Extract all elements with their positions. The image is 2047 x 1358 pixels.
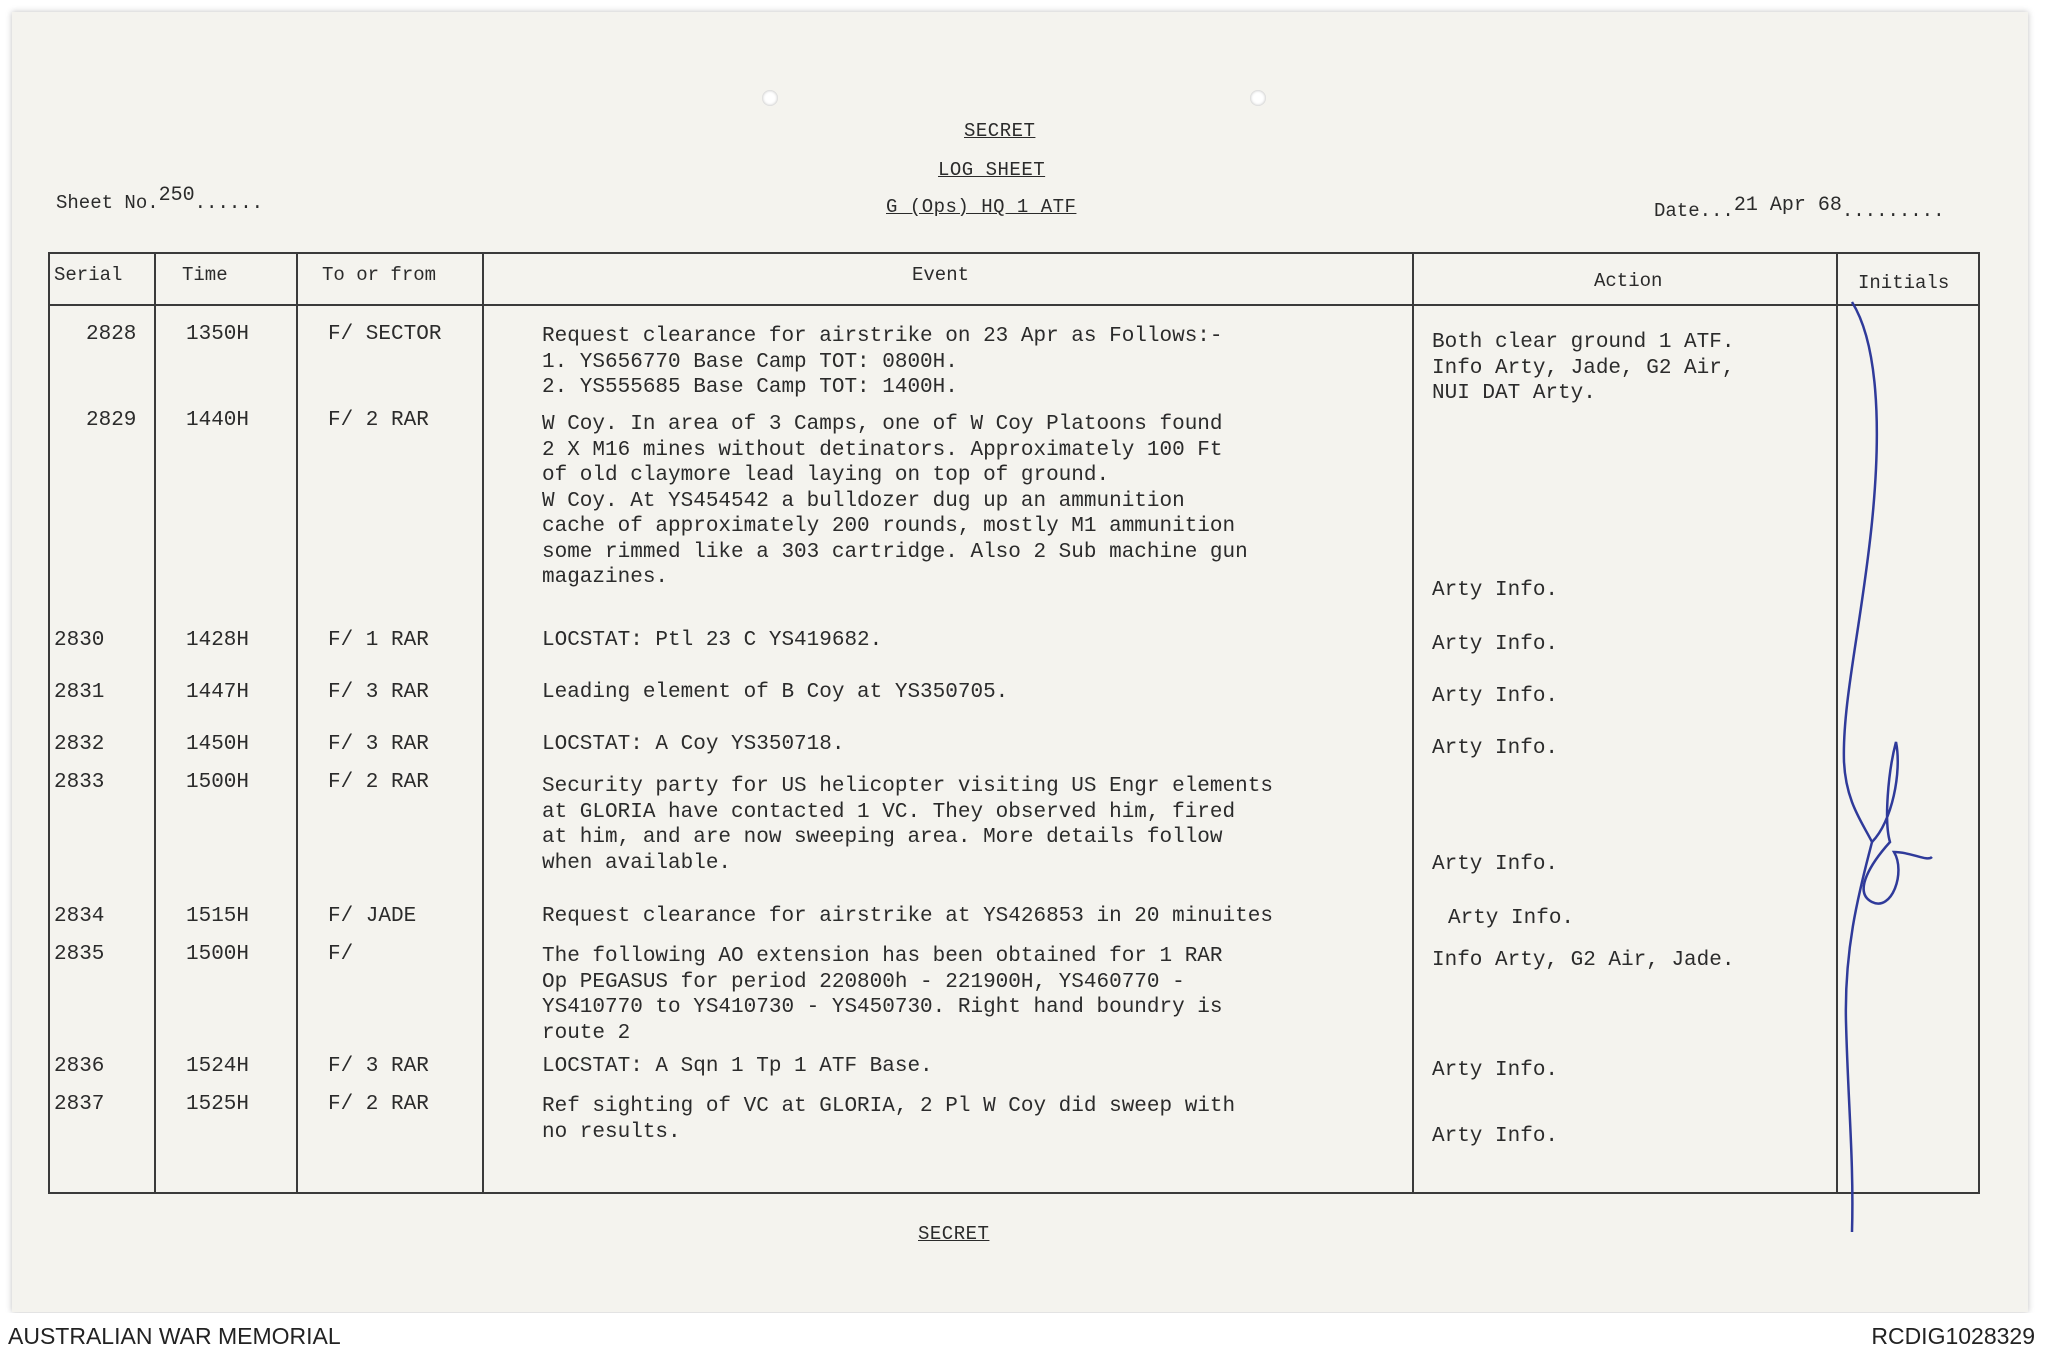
classification-bottom: SECRET [918,1223,990,1245]
time-cell: 1350H [186,323,250,346]
action-cell: Both clear ground 1 ATF. Info Arty, Jade, G2 Air, NUI DAT Arty. [1432,331,1735,405]
log-table [48,252,1980,1194]
event-cell: LOCSTAT: A Coy YS350718. [542,733,845,756]
col-divider-1 [154,254,156,1192]
initial-scribble [1864,742,1932,904]
to-from-cell: F/ 3 RAR [328,1055,429,1078]
col-header-initials: Initials [1858,272,1950,294]
to-from-cell: F/ 1 RAR [328,629,429,652]
punch-hole-right [1250,90,1266,106]
serial-cell: 2831 [54,681,105,704]
event-cell: Request clearance for airstrike on 23 Apr as Follows:- 1. YS656770 Base Camp TOT: 0800H. 2. YS555685 Base Camp TOT: 1400H. [542,325,1223,399]
classification-top: SECRET [964,120,1036,142]
col-header-to-from: To or from [322,264,437,286]
action-cell: Arty Info. [1432,633,1559,656]
bracket-stroke [1844,302,1877,1232]
event-cell: Request clearance for airstrike at YS426853 in 20 minuites [542,905,1273,928]
serial-cell: 2832 [54,733,105,756]
action-cell: Arty Info. [1432,579,1559,602]
serial-cell: 2828 [86,323,137,346]
punch-hole-left [762,90,778,106]
time-cell: 1515H [186,905,250,928]
header-rule [50,304,1978,306]
date-leader-dots: .. [1711,200,1734,222]
time-cell: 1447H [186,681,250,704]
event-cell: Leading element of B Coy at YS350705. [542,681,1009,704]
to-from-cell: F/ JADE [328,905,417,928]
date-trailing-dots: ......... [1841,200,1945,222]
event-cell: W Coy. In area of 3 Camps, one of W Coy Platoons found 2 X M16 mines without detinators. Approximately 100 Ft of old claymore lead laying on top of ground. W Coy. At YS454542 a bulldozer dug up an ammunition cache of approximately 200 rounds, mostly M1 ammunition some rimmed like a 303 cartridge. Also 2 Sub machine gun magazines. [542,413,1248,589]
action-cell: Arty Info. [1432,853,1559,876]
action-cell: Info Arty, G2 Air, Jade. [1432,949,1735,972]
action-cell: Arty Info. [1432,1059,1559,1082]
col-divider-3 [482,254,484,1192]
sheet-leader-dots: ...... [194,192,264,214]
col-header-time: Time [182,264,228,286]
to-from-cell: F/ 2 RAR [328,409,429,432]
action-cell: Arty Info. [1448,907,1575,930]
col-divider-2 [296,254,298,1192]
log-sheet-paper [12,12,2028,1312]
action-cell: Arty Info. [1432,685,1559,708]
archive-name: AUSTRALIAN WAR MEMORIAL [8,1323,341,1349]
serial-cell: 2833 [54,771,105,794]
time-cell: 1525H [186,1093,250,1116]
to-from-cell: F/ [328,943,354,966]
col-header-serial: Serial [54,264,123,286]
to-from-cell: F/ 3 RAR [328,733,429,756]
time-cell: 1500H [186,771,250,794]
to-from-cell: F/ SECTOR [328,323,442,346]
date-field [1654,194,1945,223]
col-header-action: Action [1594,270,1663,292]
time-cell: 1524H [186,1055,250,1078]
to-from-cell: F/ 2 RAR [328,1093,429,1116]
event-cell: Ref sighting of VC at GLORIA, 2 Pl W Coy did sweep with no results. [542,1095,1236,1144]
date-value: 21 Apr 68 [1733,194,1842,217]
event-cell: LOCSTAT: Ptl 23 C YS419682. [542,629,883,652]
col-header-event: Event [912,264,970,286]
serial-cell: 2829 [86,409,137,432]
unit-heading: G (Ops) HQ 1 ATF [886,196,1077,218]
time-cell: 1428H [186,629,250,652]
sheet-number: 250 [158,184,195,207]
archive-id: RCDIG1028329 [1871,1323,2035,1349]
to-from-cell: F/ 3 RAR [328,681,429,704]
sheet-label: Sheet No. [56,192,159,214]
serial-cell: 2837 [54,1093,105,1116]
event-cell: Security party for US helicopter visiting US Engr elements at GLORIA have contacted 1 VC. They observed him, fired at him, and are now sweeping area. More details follow when available. [542,775,1273,875]
action-cell: Arty Info. [1432,1125,1559,1148]
date-label: Date. [1654,200,1712,222]
time-cell: 1500H [186,943,250,966]
archive-footer [0,1313,2047,1358]
serial-cell: 2835 [54,943,105,966]
handwritten-initials-bracket [1832,302,1942,1232]
time-cell: 1440H [186,409,250,432]
to-from-cell: F/ 2 RAR [328,771,429,794]
col-divider-4 [1412,254,1414,1192]
document-title: LOG SHEET [938,159,1046,181]
serial-cell: 2834 [54,905,105,928]
action-cell: Arty Info. [1432,737,1559,760]
event-cell: The following AO extension has been obtained for 1 RAR Op PEGASUS for period 220800h - 221900H, YS460770 - YS410770 to YS410730 - YS450730. Right hand boundry is route 2 [542,945,1223,1045]
time-cell: 1450H [186,733,250,756]
event-cell: LOCSTAT: A Sqn 1 Tp 1 ATF Base. [542,1055,933,1078]
sheet-number-field [56,184,264,215]
serial-cell: 2830 [54,629,105,652]
serial-cell: 2836 [54,1055,105,1078]
